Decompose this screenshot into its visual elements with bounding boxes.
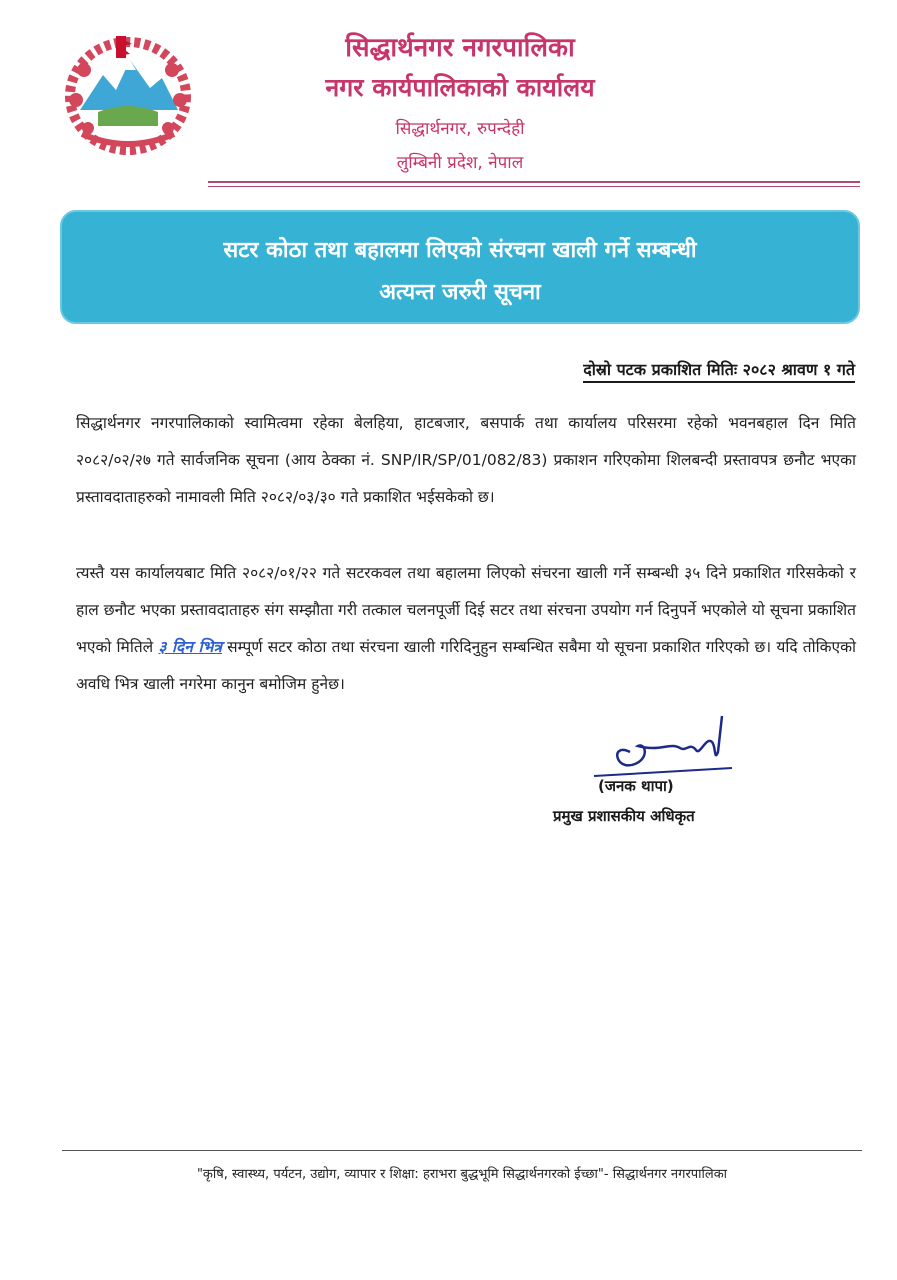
org-name: सिद्धार्थनगर नगरपालिका <box>345 33 575 63</box>
nepal-emblem-logo <box>58 30 198 158</box>
header-divider-thin <box>208 186 860 187</box>
footer-divider <box>62 1150 862 1151</box>
footer-motto: "कृषि, स्वास्थ्य, पर्यटन, उद्योग, व्यापार र शिक्षा: हराभरा बुद्धभूमि सिद्धार्थनगरको ईच्छा"- सिद्धार्थनगर नगरपालिका <box>196 1167 728 1182</box>
deadline-highlight: ३ दिन भित्र <box>158 638 222 656</box>
paragraph-2-text-start: त्यस्तै यस कार्यालयबाट मिति २०८२/०१/२२ गते सटरकवल तथा बहालमा लिएको संचरना खाली गर्ने सम्बन्धी ३५ दिने प्रकाशित गरिसकेको र हाल छनौट भएका प्रस्तावदाताहरु संग सम्झौता गरी तत्काल चलनपूर्जी दिई सटर तथा संरचना उपयोग गर्न दिनुपर्ने भएकोले यो सूचना प्रकाशित भएको मितिले <box>76 564 856 656</box>
office-name: नगर कार्यपालिकाको कार्यालय <box>325 73 595 102</box>
notice-subject-banner <box>60 210 860 324</box>
body-paragraph-2 <box>76 555 856 703</box>
body-paragraph-1: सिद्धार्थनगर नगरपालिकाको स्वामित्वमा रहेका बेलहिया, हाटबजार, बसपार्क तथा कार्यालय परिसरमा रहेको भवनबहाल दिन मिति २०८२/०२/२७ गते सार्वजनिक सूचना (आय ठेक्का नं. SNP/IR/SP/01/082/83) प्रकाशन गरिएकोमा शिलबन्दी प्रस्तावपत्र छनौट भएका प्रस्तावदाताहरुको नामावली मिति २०८२/०३/३० गते प्रकाशित भईसकेको छ। <box>76 414 856 506</box>
banner-title-line1: सटर कोठा तथा बहालमा लिएको संरचना खाली गर्ने सम्बन्धी <box>223 238 697 263</box>
signatory-name: (जनक थापा) <box>598 777 674 795</box>
banner-title-line2: अत्यन्त जरुरी सूचना <box>379 280 541 305</box>
publish-date: दोस्रो पटक प्रकाशित मितिः २०८२ श्रावण १ गते <box>583 358 855 383</box>
office-location: सिद्धार्थनगर, रुपन्देही <box>395 119 525 139</box>
office-province: लुम्बिनी प्रदेश, नेपाल <box>396 153 524 173</box>
header-divider <box>208 181 860 183</box>
paragraph-2-text-end: सम्पूर्ण सटर कोठा तथा संरचना खाली गरिदिनुहुन सम्बन्धित सबैमा यो सूचना प्रकाशित गरिएको छ। यदि तोकिएको अवधि भित्र खाली नगरेमा कानुन बमोजिम हुनेछ। <box>76 638 856 693</box>
signatory-title: प्रमुख प्रशासकीय अधिकृत <box>553 807 695 825</box>
